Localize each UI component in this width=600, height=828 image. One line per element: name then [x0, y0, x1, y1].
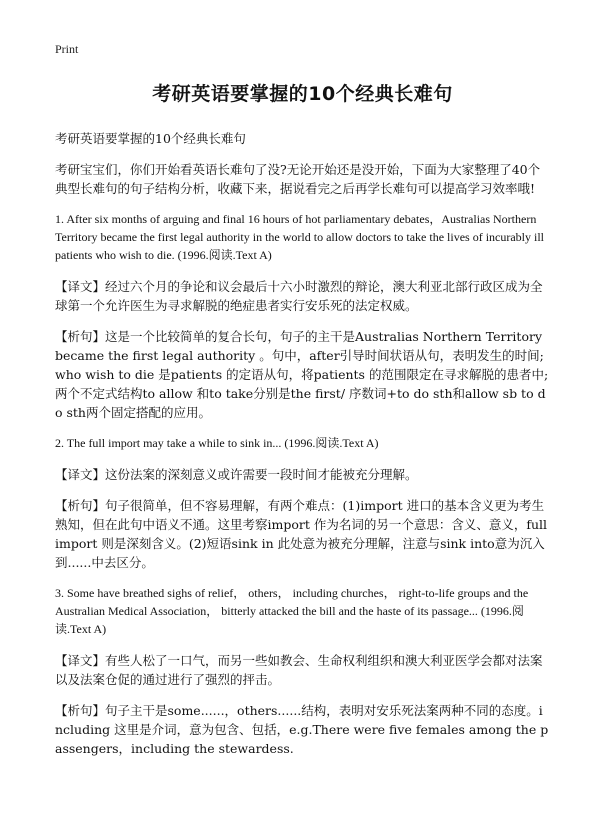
analysis-tag: 【析句】	[55, 329, 106, 344]
translation-tag: 【译文】	[55, 467, 106, 482]
example-sentence-2: 2. The full import may take a while to sink in... (1996.阅读.Text A)	[55, 436, 379, 450]
analysis-text: 句子主干是some......，others......结构，表明对安乐死法案两种不同的态度。including 这里是介词，意为包含、包括，e.g.There were five females among the passengers，including the stewardess.	[55, 703, 549, 756]
intro-paragraph: 考研宝宝们，你们开始看英语长难句了没?无论开始还是没开始，下面为大家整理了40个典型长难句的句子结构分析，收藏下来，据说看完之后再学长难句可以提高学习效率哦!	[55, 162, 541, 196]
analysis-tag: 【析句】	[55, 498, 106, 513]
print-link[interactable]: Print	[55, 42, 79, 56]
analysis-1	[55, 327, 550, 422]
translation-2	[55, 465, 550, 484]
translation-tag: 【译文】	[55, 279, 106, 294]
translation-text: 这份法案的深刻意义或许需要一段时间才能被充分理解。	[105, 467, 418, 482]
translation-3	[55, 651, 550, 689]
analysis-3	[55, 701, 550, 758]
subtitle: 考研英语要掌握的10个经典长难句	[55, 131, 246, 146]
example-sentence-3: 3. Some have breathed sighs of relief， others， including churches， right-to-life groups and the Australian Medical Association， bitterly attacked the bill and the haste of its passage... (1996.阅读.Text A)	[55, 586, 529, 636]
analysis-tag: 【析句】	[55, 703, 106, 718]
translation-text: 经过六个月的争论和议会最后十六小时激烈的辩论，澳大利亚北部行政区成为全球第一个允许医生为寻求解脱的绝症患者实行安乐死的法定权威。	[55, 279, 543, 313]
translation-1	[55, 277, 550, 315]
example-sentence-1: 1. After six months of arguing and final 16 hours of hot parliamentary debates，Australias Northern Territory became the first legal authority in the world to allow doctors to take the lives of incurably ill patients who wish to die. (1996.阅读.Text A)	[55, 212, 545, 262]
translation-text: 有些人松了一口气，而另一些如教会、生命权利组织和澳大利亚医学会都对法案以及法案仓促的通过进行了强烈的抨击。	[55, 653, 543, 687]
analysis-text: 句子很简单，但不容易理解，有两个难点：(1)import 进口的基本含义更为考生熟知，但在此句中语义不通。这里考察import 作为名词的另一个意思：含义、意义，full import 则是深刻含义。(2)短语sink in 此处意为被充分理解，注意与sink into意为沉入到......中去区分。	[55, 498, 548, 570]
analysis-text: 这是一个比较简单的复合长句，句子的主干是Australias Northern Territory became the first legal authority 。句中，after引导时间状语从句，表明发生的时间;who wish to die 是patients 的定语从句，将patients 的范围限定在寻求解脱的患者中;两个不定式结构to allow 和to take分别是the first/ 序数词+to do sth和allow sb to do sth两个固定搭配的应用。	[55, 329, 549, 420]
analysis-2	[55, 496, 550, 572]
page-title: 考研英语要掌握的10个经典长难句	[152, 83, 453, 105]
translation-tag: 【译文】	[55, 653, 106, 668]
